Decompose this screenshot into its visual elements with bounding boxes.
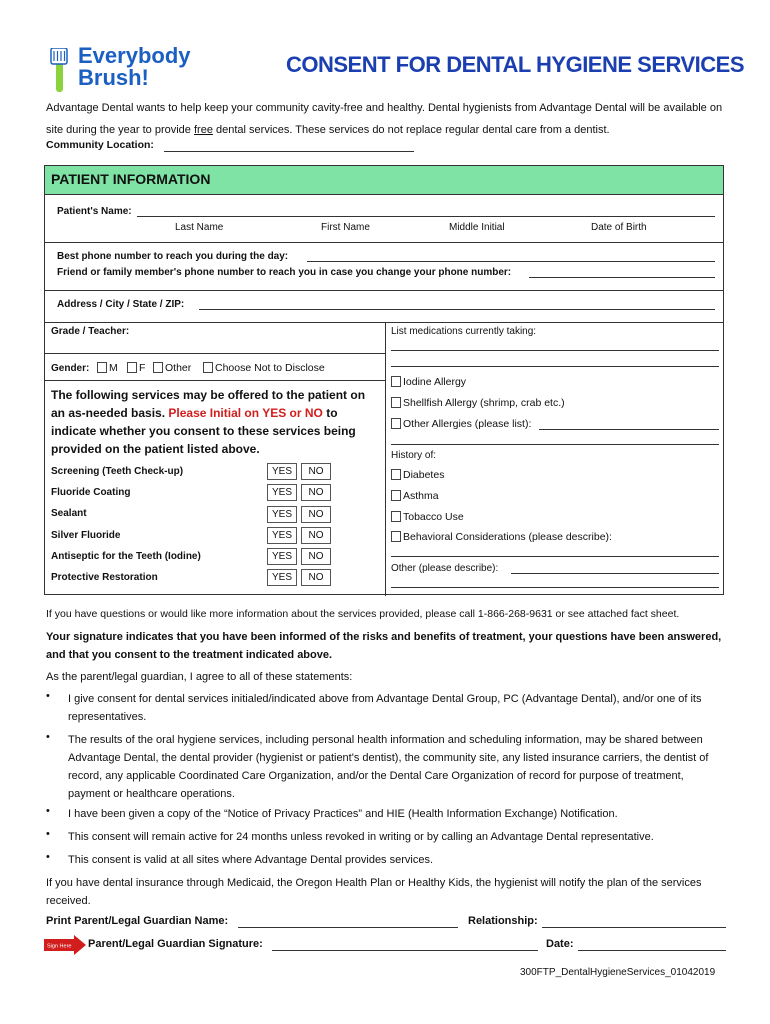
signature-statement: Your signature indicates that you have been informed of the risks and benefits of treatment, your questions have been answered, and that you consent to the treatment indicated above. xyxy=(46,631,722,661)
antiseptic-no[interactable]: NO xyxy=(301,548,331,565)
questions-text: If you have questions or would like more information about the services provided, please call 1-866-268-9631 or see attached fact sheet. xyxy=(46,608,680,620)
protective-restoration-no[interactable]: NO xyxy=(301,569,331,586)
sealant-yes[interactable]: YES xyxy=(267,506,297,523)
checkbox[interactable] xyxy=(391,531,401,542)
toothbrush-icon xyxy=(48,48,70,92)
services-instructions: The following services may be offered to the patient on an as-needed basis. Please Initial on YES or NO to indicate whether you consent to these services being provided on the patient listed above. xyxy=(51,388,366,456)
checkbox[interactable] xyxy=(391,397,401,408)
last-name-caption: Last Name xyxy=(175,222,224,233)
fluoride-coating-yes[interactable]: YES xyxy=(267,484,297,501)
medications-line-2[interactable] xyxy=(391,366,719,367)
service-sealant: Sealant xyxy=(51,508,87,519)
print-name-label: Print Parent/Legal Guardian Name: xyxy=(46,915,229,927)
divider xyxy=(45,380,385,381)
silver-fluoride-no[interactable]: NO xyxy=(301,527,331,544)
patient-name-label: Patient's Name: xyxy=(57,206,132,217)
alt-phone-field[interactable] xyxy=(529,277,715,278)
other-allergies-checkbox[interactable]: Other Allergies (please list): xyxy=(391,418,531,430)
print-name-field[interactable] xyxy=(238,927,458,928)
address-field[interactable] xyxy=(199,309,715,310)
divider xyxy=(45,242,723,243)
middle-initial-caption: Middle Initial xyxy=(449,222,505,233)
behavioral-considerations-checkbox[interactable]: Behavioral Considerations (please describe): xyxy=(391,531,612,543)
everybody-brush-logo xyxy=(44,44,214,96)
bullet: • xyxy=(46,805,50,817)
bullet: • xyxy=(46,690,50,702)
shellfish-allergy-checkbox[interactable]: Shellfish Allergy (shrimp, crab etc.) xyxy=(391,397,565,409)
dob-caption: Date of Birth xyxy=(591,222,647,233)
divider xyxy=(45,322,723,323)
patient-information-form xyxy=(44,165,724,595)
insurance-text: If you have dental insurance through Medicaid, the Oregon Health Plan or Healthy Kids, the hygienist will notify the plan of the services received. xyxy=(46,877,702,907)
sealant-no[interactable]: NO xyxy=(301,506,331,523)
date-label: Date: xyxy=(546,938,574,950)
checkbox[interactable] xyxy=(391,418,401,429)
bullet: • xyxy=(46,731,50,743)
grade-teacher-label: Grade / Teacher: xyxy=(51,326,130,337)
checkbox[interactable] xyxy=(97,362,107,373)
asthma-checkbox[interactable]: Asthma xyxy=(391,490,439,502)
checkbox[interactable] xyxy=(391,376,401,387)
screening-no[interactable]: NO xyxy=(301,463,331,480)
patient-name-field[interactable] xyxy=(137,216,715,217)
gender-f-option[interactable]: F xyxy=(127,362,145,374)
address-label: Address / City / State / ZIP: xyxy=(57,299,185,310)
service-screening: Screening (Teeth Check-up) xyxy=(51,466,184,477)
other-describe-label: Other (please describe): xyxy=(391,563,499,574)
checkbox[interactable] xyxy=(127,362,137,373)
agree-statement: As the parent/legal guardian, I agree to all of these statements: xyxy=(46,671,353,683)
gender-other-option[interactable]: Other xyxy=(153,362,191,374)
other-allergies-line-2[interactable] xyxy=(391,444,719,445)
service-antiseptic: Antiseptic for the Teeth (Iodine) xyxy=(51,551,201,562)
consent-bullet-2: The results of the oral hygiene services, including personal health information and scheduling information, may be shared between Advantage Dental, the dental provider (hygienist or patient's dentist), the community site, any listed insurance carriers, the dentist of record, any applicable Coordinated Care Organization, and/or the Dental Care Organization of record for purpose of treatment, payment or healthcare operations. xyxy=(68,734,709,800)
page-title: CONSENT FOR DENTAL HYGIENE SERVICES xyxy=(286,52,745,77)
gender-label: Gender: xyxy=(51,363,90,374)
day-phone-field[interactable] xyxy=(307,261,715,262)
medications-label: List medications currently taking: xyxy=(391,326,537,337)
other-allergies-field[interactable] xyxy=(539,429,719,430)
protective-restoration-yes[interactable]: YES xyxy=(267,569,297,586)
other-describe-field[interactable] xyxy=(511,573,719,574)
medications-line-1[interactable] xyxy=(391,350,719,351)
divider xyxy=(45,290,723,291)
day-phone-label: Best phone number to reach you during the day: xyxy=(57,251,289,262)
behavioral-line[interactable] xyxy=(391,556,719,557)
antiseptic-yes[interactable]: YES xyxy=(267,548,297,565)
date-field[interactable] xyxy=(578,950,726,951)
history-label: History of: xyxy=(391,450,437,461)
sign-here-arrow-icon xyxy=(44,935,86,955)
tobacco-use-checkbox[interactable]: Tobacco Use xyxy=(391,511,464,523)
relationship-field[interactable] xyxy=(542,927,726,928)
community-location-label: Community Location: xyxy=(46,139,154,151)
other-describe-line-2[interactable] xyxy=(391,587,719,588)
checkbox[interactable] xyxy=(203,362,213,373)
diabetes-checkbox[interactable]: Diabetes xyxy=(391,469,444,481)
logo-word-1: Everybody xyxy=(78,43,191,68)
bullet: • xyxy=(46,851,50,863)
consent-bullet-3: I have been given a copy of the “Notice of Privacy Practices” and HIE (Health Information Exchange) Notification. xyxy=(68,808,618,820)
consent-bullet-5: This consent is valid at all sites where Advantage Dental provides services. xyxy=(68,854,434,866)
checkbox[interactable] xyxy=(391,511,401,522)
checkbox[interactable] xyxy=(153,362,163,373)
bullet: • xyxy=(46,828,50,840)
service-fluoride-coating: Fluoride Coating xyxy=(51,487,131,498)
divider xyxy=(45,353,385,354)
gender-not-disclose-option[interactable]: Choose Not to Disclose xyxy=(203,362,325,374)
checkbox[interactable] xyxy=(391,490,401,501)
intro-paragraph: Advantage Dental wants to help keep your community cavity-free and healthy. Dental hygienists from Advantage Dental will be available on site during the year to provide free dental services. These services do not replace regular dental care from a dentist. xyxy=(46,102,723,136)
service-silver-fluoride: Silver Fluoride xyxy=(51,530,121,541)
sign-here-label: Sign Here xyxy=(47,943,72,950)
fluoride-coating-no[interactable]: NO xyxy=(301,484,331,501)
relationship-label: Relationship: xyxy=(468,915,538,927)
consent-bullet-4: This consent will remain active for 24 months unless revoked in writing or by calling an Advantage Dental representative. xyxy=(68,831,654,843)
service-protective-restoration: Protective Restoration xyxy=(51,572,158,583)
iodine-allergy-checkbox[interactable]: Iodine Allergy xyxy=(391,376,466,388)
form-code: 300FTP_DentalHygieneServices_01042019 xyxy=(520,967,716,978)
silver-fluoride-yes[interactable]: YES xyxy=(267,527,297,544)
logo-word-2: Brush! xyxy=(78,65,149,90)
gender-m-option[interactable]: M xyxy=(97,362,118,374)
signature-field[interactable] xyxy=(272,950,538,951)
patient-information-header: PATIENT INFORMATION xyxy=(45,166,723,195)
consent-bullet-1: I give consent for dental services initialed/indicated above from Advantage Dental Group, PC (Advantage Dental), and/or one of its representatives. xyxy=(68,693,702,723)
signature-label: Parent/Legal Guardian Signature: xyxy=(88,938,263,950)
screening-yes[interactable]: YES xyxy=(267,463,297,480)
alt-phone-label: Friend or family member's phone number to reach you in case you change your phone number: xyxy=(57,267,512,278)
column-divider xyxy=(385,322,386,596)
first-name-caption: First Name xyxy=(321,222,370,233)
community-location-field[interactable] xyxy=(164,151,414,152)
checkbox[interactable] xyxy=(391,469,401,480)
